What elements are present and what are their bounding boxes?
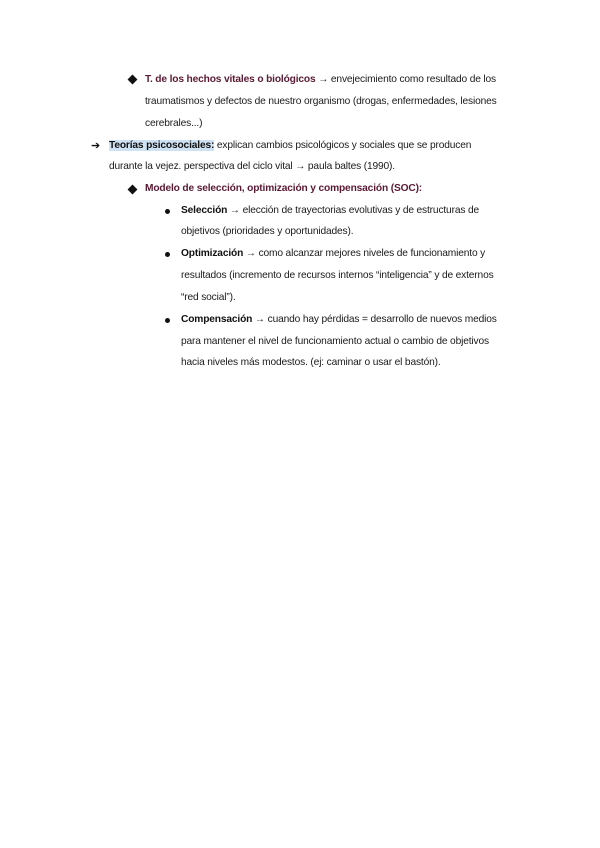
text-fragment: → como alcanzar mejores niveles de funcionamiento y — [243, 248, 486, 259]
diamond-bullet-icon — [128, 185, 138, 195]
paragraph-line: hacia niveles más modestos. (ej: caminar o usar el bastón). — [181, 357, 441, 368]
heading-modelo-soc: Modelo de selección, optimización y compensación (SOC): — [145, 183, 423, 194]
dot-bullet-icon — [165, 252, 170, 257]
arrow-bullet-icon: ➔ — [91, 140, 101, 152]
heading-hechos-vitales: T. de los hechos vitales o biológicos — [145, 74, 316, 85]
text-fragment: explican cambios psicológicos y sociales que se producen — [214, 140, 472, 151]
term-optimizacion: Optimización — [181, 248, 244, 259]
paragraph-line: traumatismos y defectos de nuestro organismo (drogas, enfermedades, lesiones — [145, 96, 497, 107]
paragraph-line: cerebrales...) — [145, 118, 203, 129]
text-fragment: → envejecimiento como resultado de los — [318, 74, 496, 85]
paragraph-line: objetivos (prioridades y oportunidades). — [181, 226, 354, 237]
term-compensacion: Compensación — [181, 314, 253, 325]
paragraph-line — [181, 204, 479, 218]
paragraph-line — [181, 313, 497, 327]
paragraph-line — [181, 247, 485, 261]
paragraph-line — [109, 139, 471, 153]
dot-bullet-icon — [165, 209, 170, 214]
heading-teorias-psicosociales: Teorías psicosociales: — [109, 140, 215, 151]
paragraph-line — [145, 73, 496, 87]
diamond-bullet-icon — [128, 75, 138, 85]
text-fragment: → elección de trayectorias evolutivas y de estructuras de — [227, 205, 479, 216]
dot-bullet-icon — [165, 318, 170, 323]
paragraph-line: durante la vejez. perspectiva del ciclo vital → paula baltes (1990). — [109, 161, 395, 172]
paragraph-line: para mantener el nivel de funcionamiento actual o cambio de objetivos — [181, 336, 489, 347]
term-seleccion: Selección — [181, 205, 228, 216]
text-fragment: → cuando hay pérdidas = desarrollo de nuevos medios — [252, 314, 497, 325]
paragraph-line: “red social”). — [181, 292, 236, 303]
paragraph-line: resultados (incremento de recursos internos “inteligencia” y de externos — [181, 270, 494, 281]
